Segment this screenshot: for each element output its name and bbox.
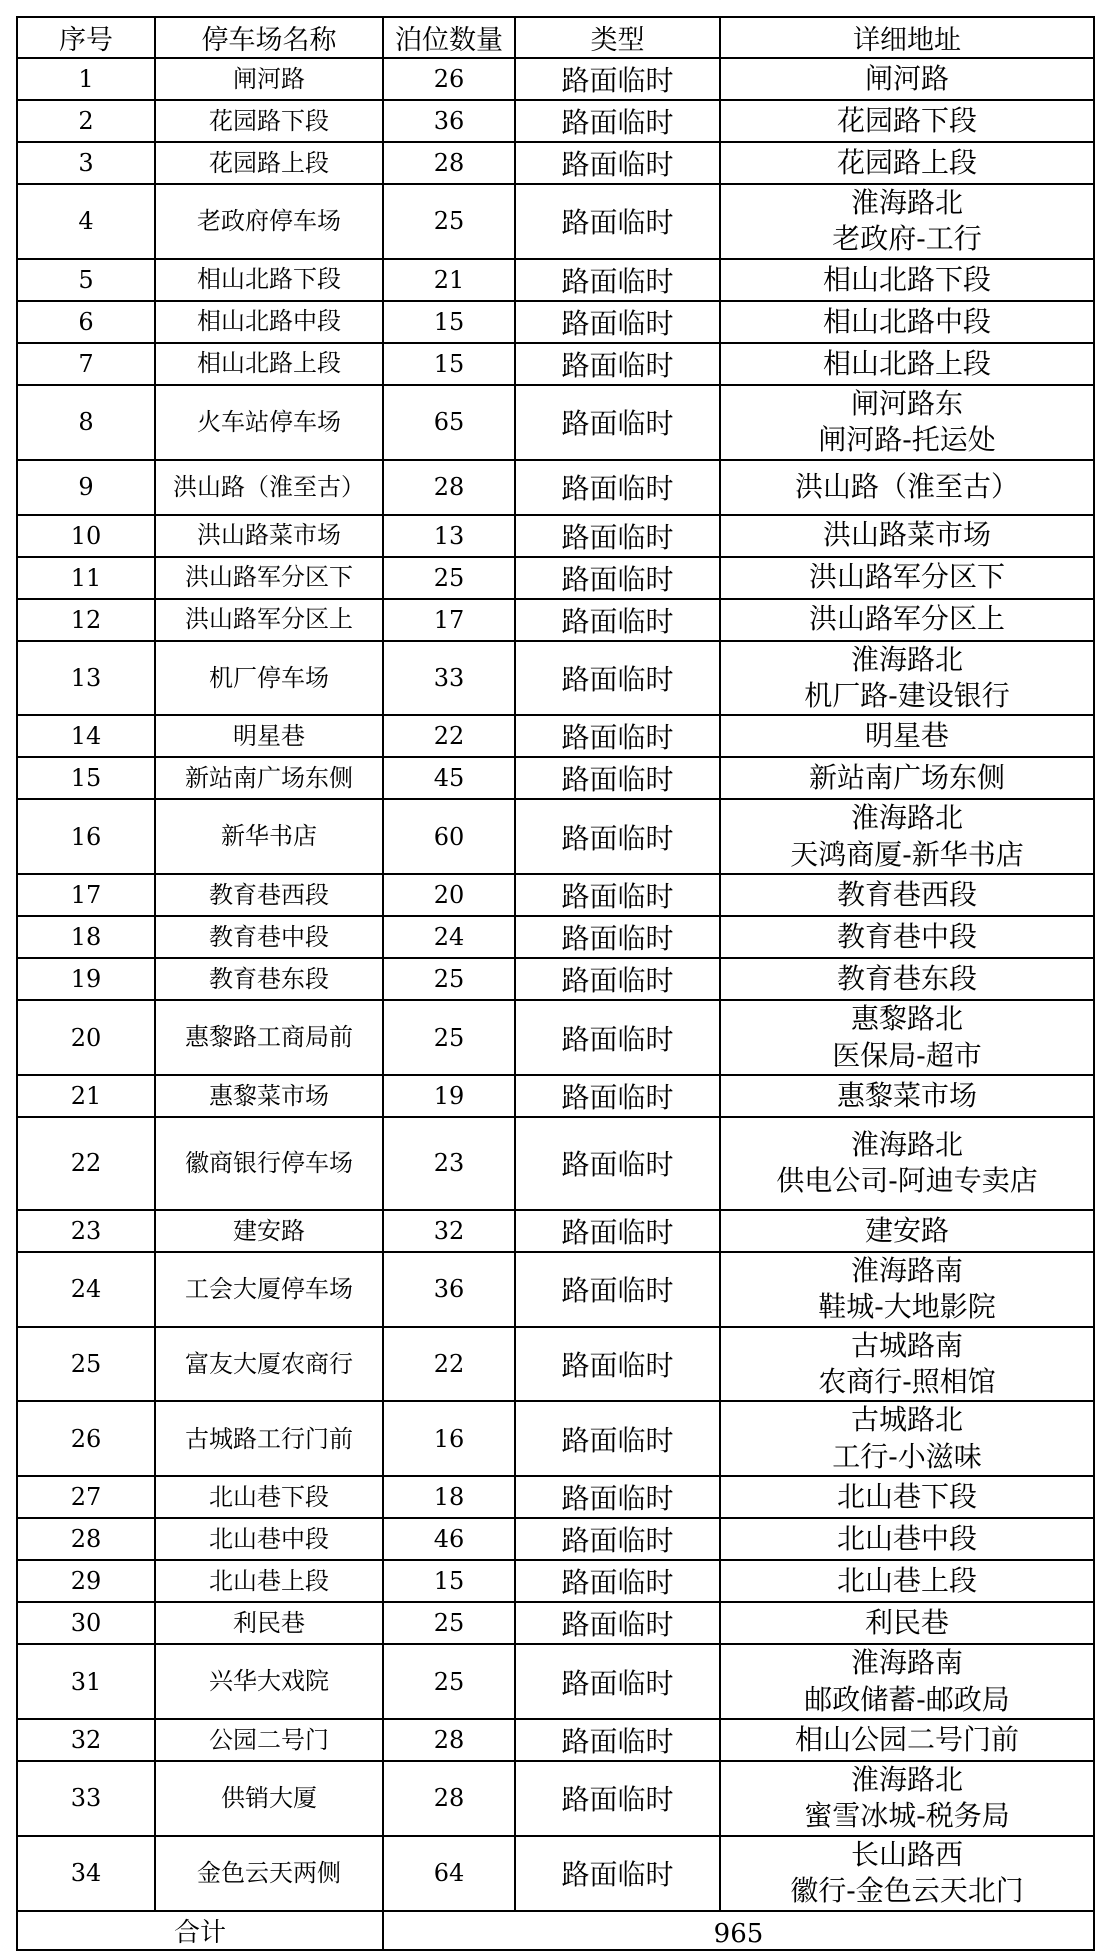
lot-type: 路面临时 [515, 1252, 720, 1327]
lot-type: 路面临时 [515, 515, 720, 557]
table-row [17, 1602, 1094, 1644]
space-count: 28 [383, 1761, 515, 1836]
lot-name: 花园路下段 [155, 100, 383, 142]
address-line: 相山北路上段 [822, 346, 991, 380]
lot-type: 路面临时 [515, 301, 720, 343]
lot-name: 利民巷 [155, 1602, 383, 1644]
address [720, 1761, 1094, 1836]
address-line: 淮海路北 [850, 1128, 963, 1162]
address-line: 新站南广场东侧 [808, 761, 1005, 795]
header-row [17, 17, 1094, 58]
space-count: 22 [383, 1327, 515, 1402]
row-index: 32 [17, 1719, 155, 1761]
row-index: 9 [17, 460, 155, 515]
row-index: 2 [17, 100, 155, 142]
row-index: 28 [17, 1518, 155, 1560]
row-index: 33 [17, 1761, 155, 1836]
header-index: 序号 [17, 17, 155, 58]
lot-type: 路面临时 [515, 641, 720, 716]
address-line: 相山北路下段 [822, 262, 991, 296]
address [720, 1117, 1094, 1210]
lot-type: 路面临时 [515, 557, 720, 599]
address-line: 教育巷西段 [836, 877, 977, 911]
table-row [17, 1401, 1094, 1476]
address [720, 1210, 1094, 1252]
table-row [17, 1252, 1094, 1327]
lot-type: 路面临时 [515, 385, 720, 460]
table-row [17, 100, 1094, 142]
lot-name: 花园路上段 [155, 142, 383, 184]
lot-name: 供销大厦 [155, 1761, 383, 1836]
row-index: 7 [17, 343, 155, 385]
address-line: 淮海路南 [850, 1646, 963, 1680]
row-index: 12 [17, 599, 155, 641]
space-count: 65 [383, 385, 515, 460]
lot-name: 富友大厦农商行 [155, 1327, 383, 1402]
address-line: 相山北路中段 [822, 304, 991, 338]
address-line: 淮海路北 [850, 1763, 963, 1797]
lot-name: 相山北路上段 [155, 343, 383, 385]
header-space-count: 泊位数量 [383, 17, 515, 58]
space-count: 25 [383, 1644, 515, 1719]
address-line: 明星巷 [864, 719, 949, 753]
space-count: 60 [383, 799, 515, 874]
space-count: 45 [383, 757, 515, 799]
lot-name: 洪山路军分区上 [155, 599, 383, 641]
lot-name: 老政府停车场 [155, 184, 383, 259]
row-index: 23 [17, 1210, 155, 1252]
address [720, 641, 1094, 716]
table-row [17, 1117, 1094, 1210]
address-line: 北山巷中段 [836, 1522, 977, 1556]
address [720, 757, 1094, 799]
space-count: 21 [383, 259, 515, 301]
row-index: 22 [17, 1117, 155, 1210]
address [720, 1476, 1094, 1518]
address-line: 农商行-照相馆 [818, 1365, 996, 1399]
lot-type: 路面临时 [515, 1836, 720, 1911]
address-line: 淮海路北 [850, 642, 963, 676]
address-line: 惠黎路北 [850, 1002, 963, 1036]
row-index: 20 [17, 1000, 155, 1075]
lot-type: 路面临时 [515, 1560, 720, 1602]
lot-name: 工会大厦停车场 [155, 1252, 383, 1327]
lot-name: 金色云天两侧 [155, 1836, 383, 1911]
address [720, 515, 1094, 557]
address-line: 利民巷 [864, 1606, 949, 1640]
lot-type: 路面临时 [515, 1000, 720, 1075]
table-row [17, 599, 1094, 641]
address-line: 教育巷东段 [836, 961, 977, 995]
lot-name: 洪山路菜市场 [155, 515, 383, 557]
address [720, 1401, 1094, 1476]
header-type: 类型 [515, 17, 720, 58]
space-count: 22 [383, 715, 515, 757]
address-line: 蜜雪冰城-税务局 [804, 1799, 1010, 1833]
address-line: 建安路 [864, 1213, 949, 1247]
space-count: 18 [383, 1476, 515, 1518]
address [720, 301, 1094, 343]
table-row [17, 1836, 1094, 1911]
space-count: 20 [383, 874, 515, 916]
row-index: 6 [17, 301, 155, 343]
lot-name: 洪山路（淮至古） [155, 460, 383, 515]
address [720, 1075, 1094, 1117]
table-row [17, 1476, 1094, 1518]
row-index: 3 [17, 142, 155, 184]
space-count: 64 [383, 1836, 515, 1911]
space-count: 13 [383, 515, 515, 557]
address-line: 洪山路菜市场 [822, 518, 991, 552]
lot-name: 机厂停车场 [155, 641, 383, 716]
table-row [17, 916, 1094, 958]
lot-name: 明星巷 [155, 715, 383, 757]
row-index: 4 [17, 184, 155, 259]
address-line: 淮海路北 [850, 801, 963, 835]
address [720, 343, 1094, 385]
table-row [17, 799, 1094, 874]
space-count: 24 [383, 916, 515, 958]
lot-type: 路面临时 [515, 460, 720, 515]
space-count: 15 [383, 343, 515, 385]
lot-name: 徽商银行停车场 [155, 1117, 383, 1210]
address [720, 100, 1094, 142]
address [720, 916, 1094, 958]
space-count: 28 [383, 460, 515, 515]
row-index: 24 [17, 1252, 155, 1327]
address-line: 机厂路-建设银行 [804, 678, 1010, 712]
address [720, 385, 1094, 460]
space-count: 15 [383, 1560, 515, 1602]
address-line: 鞋城-大地影院 [818, 1290, 996, 1324]
address-line: 徽行-金色云天北门 [790, 1874, 1024, 1908]
address [720, 874, 1094, 916]
address [720, 715, 1094, 757]
lot-type: 路面临时 [515, 715, 720, 757]
row-index: 26 [17, 1401, 155, 1476]
space-count: 33 [383, 641, 515, 716]
table-row [17, 958, 1094, 1000]
lot-type: 路面临时 [515, 757, 720, 799]
address [720, 557, 1094, 599]
row-index: 17 [17, 874, 155, 916]
lot-type: 路面临时 [515, 259, 720, 301]
row-index: 30 [17, 1602, 155, 1644]
address-line: 供电公司-阿迪专卖店 [776, 1164, 1038, 1198]
lot-name: 北山巷中段 [155, 1518, 383, 1560]
table-row [17, 259, 1094, 301]
row-index: 16 [17, 799, 155, 874]
address-line: 古城路北 [850, 1403, 963, 1437]
lot-name: 新华书店 [155, 799, 383, 874]
lot-name: 洪山路军分区下 [155, 557, 383, 599]
address-line: 淮海路南 [850, 1253, 963, 1287]
lot-type: 路面临时 [515, 1117, 720, 1210]
space-count: 32 [383, 1210, 515, 1252]
total-value: 965 [383, 1911, 1094, 1950]
lot-type: 路面临时 [515, 100, 720, 142]
table-row [17, 385, 1094, 460]
lot-name: 教育巷西段 [155, 874, 383, 916]
lot-type: 路面临时 [515, 1761, 720, 1836]
header-address: 详细地址 [720, 17, 1094, 58]
lot-type: 路面临时 [515, 184, 720, 259]
header-lot-name: 停车场名称 [155, 17, 383, 58]
table-row [17, 1644, 1094, 1719]
address-line: 闸河路东 [850, 386, 963, 420]
lot-type: 路面临时 [515, 1210, 720, 1252]
row-index: 18 [17, 916, 155, 958]
lot-type: 路面临时 [515, 1602, 720, 1644]
lot-name: 北山巷下段 [155, 1476, 383, 1518]
table-body [17, 58, 1094, 1911]
row-index: 34 [17, 1836, 155, 1911]
lot-name: 惠黎路工商局前 [155, 1000, 383, 1075]
address [720, 1252, 1094, 1327]
table-row [17, 515, 1094, 557]
lot-type: 路面临时 [515, 1476, 720, 1518]
address [720, 1000, 1094, 1075]
address [720, 1518, 1094, 1560]
lot-type: 路面临时 [515, 599, 720, 641]
row-index: 10 [17, 515, 155, 557]
lot-name: 教育巷中段 [155, 916, 383, 958]
address [720, 1644, 1094, 1719]
lot-type: 路面临时 [515, 874, 720, 916]
lot-type: 路面临时 [515, 799, 720, 874]
space-count: 46 [383, 1518, 515, 1560]
lot-name: 闸河路 [155, 58, 383, 100]
table-row [17, 460, 1094, 515]
address-line: 长山路西 [850, 1837, 963, 1871]
address-line: 惠黎菜市场 [836, 1078, 977, 1112]
address [720, 1327, 1094, 1402]
row-index: 8 [17, 385, 155, 460]
lot-type: 路面临时 [515, 1719, 720, 1761]
table-row [17, 1761, 1094, 1836]
table-row [17, 142, 1094, 184]
row-index: 13 [17, 641, 155, 716]
address-line: 医保局-超市 [832, 1038, 982, 1072]
space-count: 36 [383, 1252, 515, 1327]
address-line: 闸河路 [864, 61, 949, 95]
space-count: 15 [383, 301, 515, 343]
lot-type: 路面临时 [515, 142, 720, 184]
address-line: 天鸿商厦-新华书店 [790, 837, 1024, 871]
lot-name: 教育巷东段 [155, 958, 383, 1000]
row-index: 5 [17, 259, 155, 301]
row-index: 19 [17, 958, 155, 1000]
space-count: 25 [383, 184, 515, 259]
address [720, 259, 1094, 301]
space-count: 28 [383, 142, 515, 184]
address-line: 北山巷下段 [836, 1480, 977, 1514]
space-count: 36 [383, 100, 515, 142]
lot-name: 相山北路中段 [155, 301, 383, 343]
space-count: 25 [383, 1000, 515, 1075]
address-line: 洪山路（淮至古） [794, 469, 1019, 503]
address-line: 洪山路军分区上 [808, 602, 1005, 636]
lot-type: 路面临时 [515, 1327, 720, 1402]
address [720, 1836, 1094, 1911]
space-count: 23 [383, 1117, 515, 1210]
address [720, 460, 1094, 515]
row-index: 25 [17, 1327, 155, 1402]
row-index: 15 [17, 757, 155, 799]
table-row [17, 301, 1094, 343]
space-count: 25 [383, 1602, 515, 1644]
total-label: 合计 [17, 1911, 383, 1950]
address [720, 142, 1094, 184]
lot-type: 路面临时 [515, 916, 720, 958]
lot-name: 新站南广场东侧 [155, 757, 383, 799]
row-index: 14 [17, 715, 155, 757]
lot-name: 相山北路下段 [155, 259, 383, 301]
lot-type: 路面临时 [515, 1644, 720, 1719]
address-line: 闸河路-托运处 [818, 423, 996, 457]
table-row [17, 184, 1094, 259]
lot-name: 建安路 [155, 1210, 383, 1252]
lot-name: 火车站停车场 [155, 385, 383, 460]
row-index: 31 [17, 1644, 155, 1719]
address-line: 古城路南 [850, 1328, 963, 1362]
address [720, 1602, 1094, 1644]
table-row [17, 874, 1094, 916]
table-row [17, 1210, 1094, 1252]
address [720, 58, 1094, 100]
table-row [17, 1560, 1094, 1602]
row-index: 21 [17, 1075, 155, 1117]
address-line: 邮政储蓄-邮政局 [804, 1682, 1010, 1716]
lot-name: 公园二号门 [155, 1719, 383, 1761]
table-row [17, 715, 1094, 757]
address [720, 1560, 1094, 1602]
address-line: 工行-小滋味 [832, 1439, 982, 1473]
total-row [17, 1911, 1094, 1950]
table-row [17, 1518, 1094, 1560]
address [720, 184, 1094, 259]
space-count: 25 [383, 958, 515, 1000]
lot-type: 路面临时 [515, 343, 720, 385]
address-line: 北山巷上段 [836, 1564, 977, 1598]
address-line: 洪山路军分区下 [808, 560, 1005, 594]
lot-name: 古城路工行门前 [155, 1401, 383, 1476]
row-index: 1 [17, 58, 155, 100]
address-line: 老政府-工行 [832, 222, 982, 256]
parking-lot-table [16, 16, 1095, 1951]
table-row [17, 1000, 1094, 1075]
lot-type: 路面临时 [515, 58, 720, 100]
lot-name: 惠黎菜市场 [155, 1075, 383, 1117]
lot-name: 兴华大戏院 [155, 1644, 383, 1719]
address [720, 1719, 1094, 1761]
lot-name: 北山巷上段 [155, 1560, 383, 1602]
table-row [17, 641, 1094, 716]
table-row [17, 58, 1094, 100]
lot-type: 路面临时 [515, 1075, 720, 1117]
lot-type: 路面临时 [515, 1401, 720, 1476]
table-row [17, 1327, 1094, 1402]
space-count: 19 [383, 1075, 515, 1117]
table-row [17, 343, 1094, 385]
address-line: 花园路上段 [836, 145, 977, 179]
space-count: 28 [383, 1719, 515, 1761]
table-row [17, 1719, 1094, 1761]
table-row [17, 757, 1094, 799]
space-count: 16 [383, 1401, 515, 1476]
row-index: 11 [17, 557, 155, 599]
lot-type: 路面临时 [515, 1518, 720, 1560]
address [720, 799, 1094, 874]
address-line: 相山公园二号门前 [794, 1722, 1019, 1756]
address-line: 教育巷中段 [836, 919, 977, 953]
address [720, 599, 1094, 641]
table-row [17, 1075, 1094, 1117]
address [720, 958, 1094, 1000]
space-count: 25 [383, 557, 515, 599]
lot-type: 路面临时 [515, 958, 720, 1000]
space-count: 26 [383, 58, 515, 100]
table-row [17, 557, 1094, 599]
row-index: 29 [17, 1560, 155, 1602]
space-count: 17 [383, 599, 515, 641]
address-line: 花园路下段 [836, 103, 977, 137]
address-line: 淮海路北 [850, 186, 963, 219]
row-index: 27 [17, 1476, 155, 1518]
